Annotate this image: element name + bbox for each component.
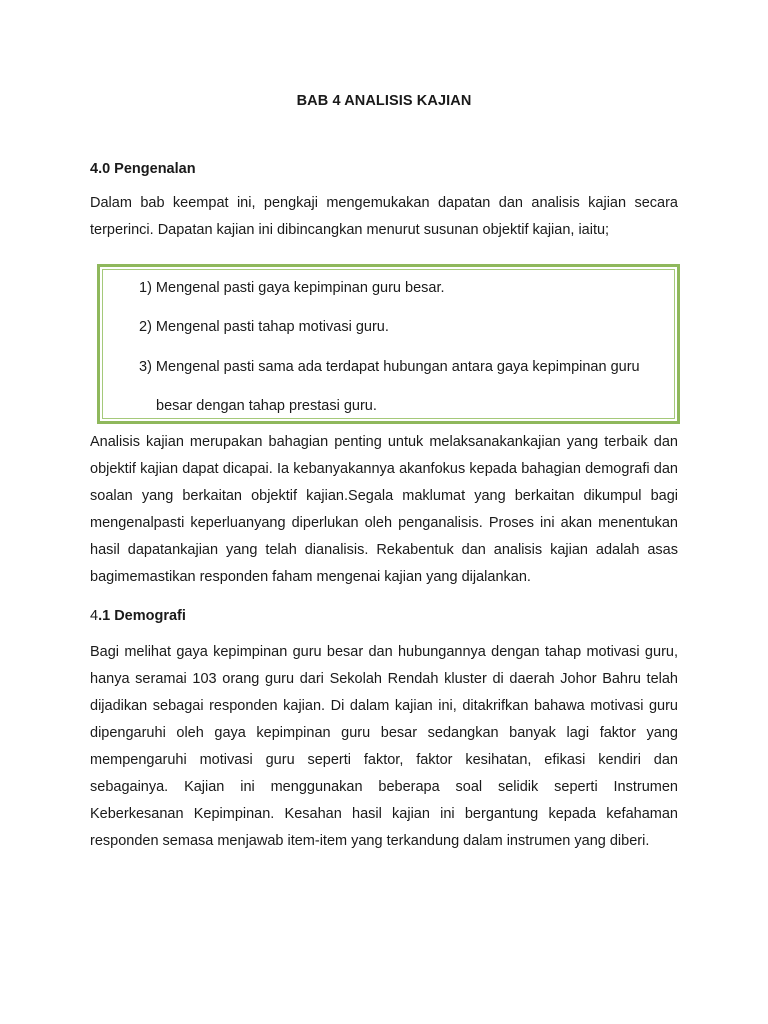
heading-number: 4 xyxy=(90,608,99,624)
objectives-box xyxy=(97,264,680,424)
objective-item-1: 1) Mengenal pasti gaya kepimpinan guru besar. xyxy=(139,280,445,296)
analysis-paragraph: Analisis kajian merupakan bahagian penting untuk melaksanakankajian yang terbaik dan objektif kajian dapat dicapai. Ia kebanyakannya akanfokus kepada bahagian demografi dan soalan yang berkaitan objektif kajian.Segala maklumat yang berkaitan dikumpul bagi mengenalpasti keperluanyang diperlukan oleh penganalisis. Proses ini akan menentukan hasil dapatankajian yang telah dianalisis. Rekabentuk dan analisis kajian adalah asas bagimemastikan responden faham mengenai kajian yang dijalankan. xyxy=(90,434,678,585)
objectives-box-inner xyxy=(102,269,675,419)
heading-text: .1 Demografi xyxy=(98,608,186,624)
objective-item-2: 2) Mengenal pasti tahap motivasi guru. xyxy=(139,319,389,335)
page-title: BAB 4 ANALISIS KAJIAN xyxy=(296,93,472,109)
objective-item-3: 3) Mengenal pasti sama ada terdapat hubungan antara gaya kepimpinan guru xyxy=(139,359,640,375)
intro-paragraph: Dalam bab keempat ini, pengkaji mengemukakan dapatan dan analisis kajian secara terperinci. Dapatan kajian ini dibincangkan menurut susunan objektif kajian, iaitu; xyxy=(90,195,678,238)
section-heading-pengenalan: 4.0 Pengenalan xyxy=(90,161,196,177)
demografi-paragraph: Bagi melihat gaya kepimpinan guru besar dan hubungannya dengan tahap motivasi guru, hanya seramai 103 orang guru dari Sekolah Rendah kluster di daerah Johor Bahru telah dijadikan sebagai responden kajian. Di dalam kajian ini, ditakrifkan bahawa motivasi guru dipengaruhi oleh gaya kepimpinan guru besar sedangkan banyak lagi faktor yang mempengaruhi motivasi guru seperti faktor, faktor kesihatan, efikasi kendiri dan sebagainya. Kajian ini menggunakan beberapa soal selidik seperti Instrumen Keberkesanan Kepimpinan. Kesahan hasil kajian ini bergantung kepada kefahaman responden semasa menjawab item-item yang terkandung dalam instrumen yang diberi. xyxy=(90,644,678,849)
objective-item-3-continued: besar dengan tahap prestasi guru. xyxy=(156,398,377,414)
section-heading-demografi xyxy=(90,608,186,624)
